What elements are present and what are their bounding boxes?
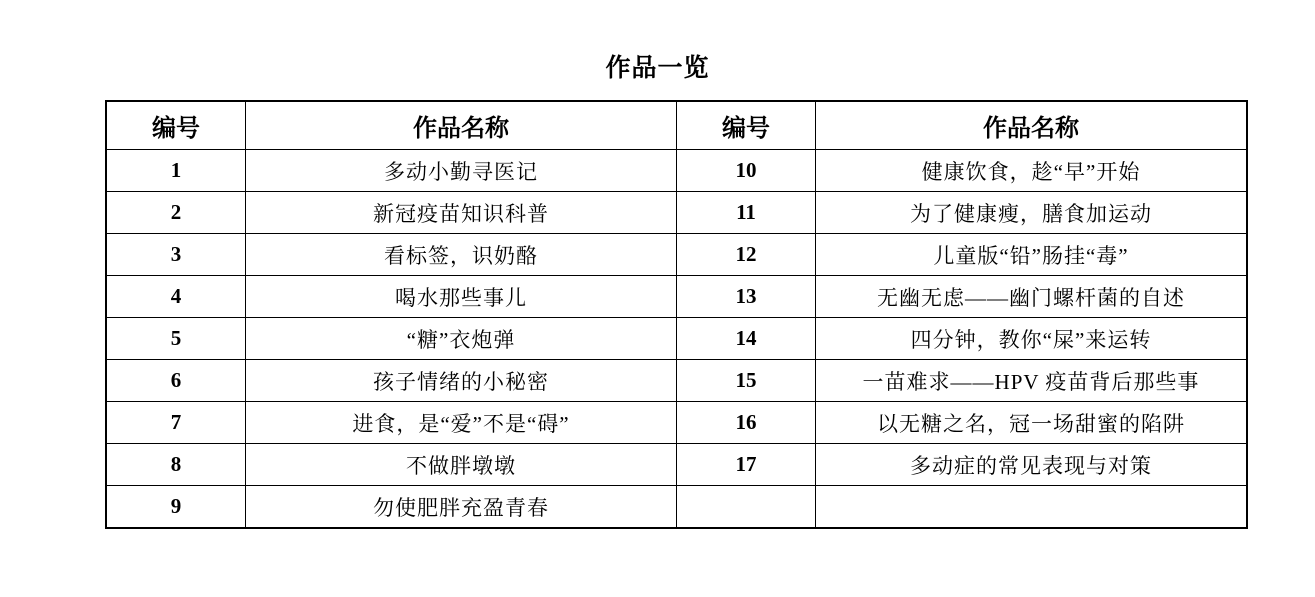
- row-number-left: 8: [106, 444, 246, 486]
- row-name-right: 以无糖之名，冠一场甜蜜的陷阱: [816, 402, 1248, 444]
- row-number-right: 17: [677, 444, 816, 486]
- table-body: [106, 150, 1247, 529]
- row-number-right: 16: [677, 402, 816, 444]
- row-name-left: 喝水那些事儿: [246, 276, 677, 318]
- table-row: [106, 192, 1247, 234]
- table-row: [106, 276, 1247, 318]
- row-name-right: 四分钟，教你“屎”来运转: [816, 318, 1248, 360]
- row-number-right: 15: [677, 360, 816, 402]
- row-name-left: “糖”衣炮弹: [246, 318, 677, 360]
- row-name-right: 健康饮食，趁“早”开始: [816, 150, 1248, 192]
- row-number-left: 6: [106, 360, 246, 402]
- table-row: [106, 360, 1247, 402]
- header-name-left: 作品名称: [246, 101, 677, 150]
- row-name-left: 孩子情绪的小秘密: [246, 360, 677, 402]
- row-number-right: 14: [677, 318, 816, 360]
- page-title: 作品一览: [605, 55, 710, 82]
- header-name-right: 作品名称: [816, 101, 1248, 150]
- table-row: [106, 402, 1247, 444]
- row-number-left: 3: [106, 234, 246, 276]
- row-name-right: 无幽无虑——幽门螺杆菌的自述: [816, 276, 1248, 318]
- row-number-right: 11: [677, 192, 816, 234]
- row-number-left: 7: [106, 402, 246, 444]
- row-number-left: 2: [106, 192, 246, 234]
- row-number-right-empty: [677, 486, 816, 529]
- row-name-left: 多动小勤寻医记: [246, 150, 677, 192]
- table-row: [106, 234, 1247, 276]
- row-number-right: 10: [677, 150, 816, 192]
- row-name-left: 看标签，识奶酪: [246, 234, 677, 276]
- header-number-left: 编号: [106, 101, 246, 150]
- row-number-left: 5: [106, 318, 246, 360]
- row-name-right-empty: [816, 486, 1248, 529]
- works-table: [105, 100, 1248, 529]
- row-number-left: 4: [106, 276, 246, 318]
- row-name-right: 儿童版“铅”肠挂“毒”: [816, 234, 1248, 276]
- works-table-container: [105, 100, 1210, 529]
- table-header-row: [106, 101, 1247, 150]
- row-name-left: 勿使肥胖充盈青春: [246, 486, 677, 529]
- table-row: [106, 486, 1247, 529]
- row-number-left: 1: [106, 150, 246, 192]
- row-name-right: 一苗难求——HPV 疫苗背后那些事: [816, 360, 1248, 402]
- row-name-left: 新冠疫苗知识科普: [246, 192, 677, 234]
- row-name-left: 不做胖墩墩: [246, 444, 677, 486]
- row-number-right: 13: [677, 276, 816, 318]
- row-name-right: 多动症的常见表现与对策: [816, 444, 1248, 486]
- header-number-right: 编号: [677, 101, 816, 150]
- row-number-right: 12: [677, 234, 816, 276]
- row-number-left: 9: [106, 486, 246, 529]
- table-row: [106, 150, 1247, 192]
- table-header: [106, 101, 1247, 150]
- table-row: [106, 318, 1247, 360]
- row-name-right: 为了健康瘦，膳食加运动: [816, 192, 1248, 234]
- table-row: [106, 444, 1247, 486]
- row-name-left: 进食，是“爱”不是“碍”: [246, 402, 677, 444]
